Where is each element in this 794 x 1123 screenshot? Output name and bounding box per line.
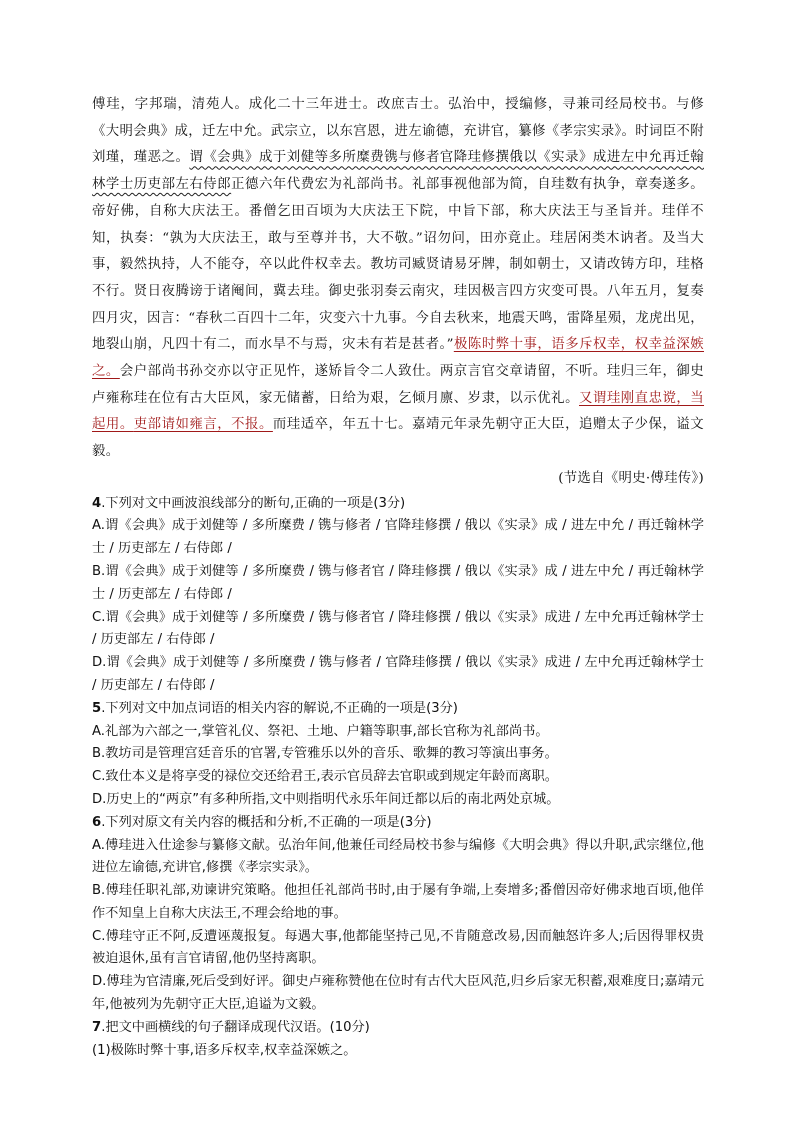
option-4b: B.谓《会典》成于刘健等 / 多所糜费 / 镌与修者官 / 降珪修撰 / 俄以《实录》成 / 进左中允 / 再迁翰林学士 / 历吏部左 / 右侍郎 / (92, 563, 704, 602)
underlined-sentence-2: 又谓珪刚直忠谠，当起用。 (92, 390, 705, 433)
question-text: .下列对文中加点词语的相关内容的解说,不正确的一项是(3分) (101, 700, 458, 716)
question-number: 7 (92, 1019, 102, 1035)
option-5c: C.致仕本义是将享受的禄位交还给君王,表示官员辞去官职或到规定年龄而离职。 (92, 769, 558, 785)
passage-text-1: 傅珪，字邦瑞，清苑人。成化二十三年进士。改庶吉士。弘治中，授编修，寻兼司经局校书。与修《大明会典》成，迁左中允。武宗立，以东宫恩，进左谕德，充讲官，纂修《孝宗实录》。时词臣不附刘瑾，瑾恶之。 (92, 97, 704, 166)
question-text: .下列对原文有关内容的概括和分析,不正确的一项是(3分) (101, 814, 432, 830)
source-citation: (节选自《明史·傅珪传》) (558, 470, 704, 486)
option-4a: A.谓《会典》成于刘健等 / 多所糜费 / 镌与修者 / 官降珪修撰 / 俄以《实录》成 / 进左中允 / 再迁翰林学士 / 历吏部左 / 右侍郎 / (92, 518, 704, 557)
underlined-sentence-3: 吏部请如雍言，不报。 (133, 417, 273, 433)
questions-section (92, 493, 704, 1063)
wavy-underlined-segment: 谓《会典》成于刘健等多所糜费镌与修者官降珪修撰俄以《实录》成进左中允再迁翰林学士历吏部左右侍郎 (92, 150, 704, 193)
underlined-sentence-1: 极陈时弊十事，语多斥权幸，权幸益深嫉之。 (92, 337, 704, 380)
question-number: 6 (92, 814, 102, 830)
option-5a: A.礼部为六部之一,掌管礼仪、祭祀、土地、户籍等职事,部长官称为礼部尚书。 (92, 723, 549, 739)
passage-text-3: 会户部尚书孙交亦以守正见忤，遂矫旨令二人致仕。两京言官交章请留，不听。珪归三年，御史卢雍称珪在位有古大臣风，家无储蓄，日给为艰，乞倾月廪、岁隶，以示优礼。 (92, 364, 704, 406)
question-text: .下列对文中画波浪线部分的断句,正确的一项是(3分) (101, 495, 406, 511)
question-7-stem (92, 1017, 704, 1040)
classical-passage (92, 92, 704, 493)
passage-text-2: 正德六年代费宏为礼部尚书。礼部事视他部为简，自珪数有执争，章奏遂多。帝好佛，自称大庆法王。番僧乞田百顷为大庆法王下院，中旨下部，称大庆法王与圣旨并。珪佯不知，执奏：“孰为大庆法王，敢与至尊并书，大不敬。”诏勿问，田亦竟止。珪居闲类木讷者。及当大事，毅然执持，人不能夺，卒以此件权幸去。教坊司臧贤请易牙牌，制如朝士，又请改铸方印，珪格不行。贤日夜腾谤于诸阉间，冀去珪。御史张羽奏云南灾，珪因极言四方灾变可畏。八年五月，复奏四月灾，因言：“春秋二百四十二年，灾变六十九事。今自去秋来，地震天鸣，雷降星殒，龙虎出见，地裂山崩，凡四十有二，而水旱不与焉，灾未有若是甚者。” (92, 177, 704, 353)
option-6b: B.傅珪任职礼部,劝谏讲究策略。他担任礼部尚书时,由于屡有争端,上奏增多;番僧因帝好佛求地百顷,他佯作不知皇上自称大庆法王,不理会给地的事。 (92, 883, 704, 921)
passage-text-4: 而珪适卒，年五十七。嘉靖元年录先朝守正大臣，追赠太子少保，谥文毅。 (92, 417, 704, 460)
question-4-stem (92, 493, 704, 516)
option-4c: C.谓《会典》成于刘健等 / 多所糜费 / 镌与修者官 / 降珪修撰 / 俄以《实录》成进 / 左中允再迁翰林学士 / 历吏部左 / 右侍郎 / (92, 609, 704, 648)
option-6c: C.傅珪守正不阿,反遭诬蔑报复。每遇大事,他都能坚持己见,不肯随意改易,因而触怒许多人;后因得罪权贵被迫退休,虽有言官请留,他仍坚持离职。 (92, 928, 704, 967)
option-5d: D.历史上的“两京”有多种所指,文中则指明代永乐年间迁都以后的南北两处京城。 (92, 791, 560, 807)
question-5-stem (92, 698, 704, 721)
question-number: 5 (92, 700, 102, 716)
option-5b: B.教坊司是管理宫廷音乐的官署,专管雅乐以外的音乐、歌舞的教习等演出事务。 (92, 746, 558, 762)
translation-item-1: (1)极陈时弊十事,语多斥权幸,权幸益深嫉之。 (92, 1042, 357, 1058)
question-6-stem (92, 812, 704, 835)
option-4d: D.谓《会典》成于刘健等 / 多所糜费 / 镌与修者 / 官降珪修撰 / 俄以《实录》成进 / 左中允再迁翰林学士 / 历吏部左 / 右侍郎 / (92, 655, 704, 693)
question-number: 4 (92, 495, 102, 511)
option-6d: D.傅珪为官清廉,死后受到好评。御史卢雍称赞他在位时有古代大臣风范,归乡后家无积蓄,艰难度日;嘉靖元年,他被列为先朝守正大臣,追谥为文毅。 (92, 974, 704, 1013)
question-text: .把文中画横线的句子翻译成现代汉语。(10分) (101, 1019, 370, 1035)
option-6a: A.傅珪进入仕途参与纂修文献。弘治年间,他兼任司经局校书参与编修《大明会典》得以升职,武宗继位,他进位左谕德,充讲官,修撰《孝宗实录》。 (92, 837, 704, 876)
exam-page (92, 92, 704, 1062)
